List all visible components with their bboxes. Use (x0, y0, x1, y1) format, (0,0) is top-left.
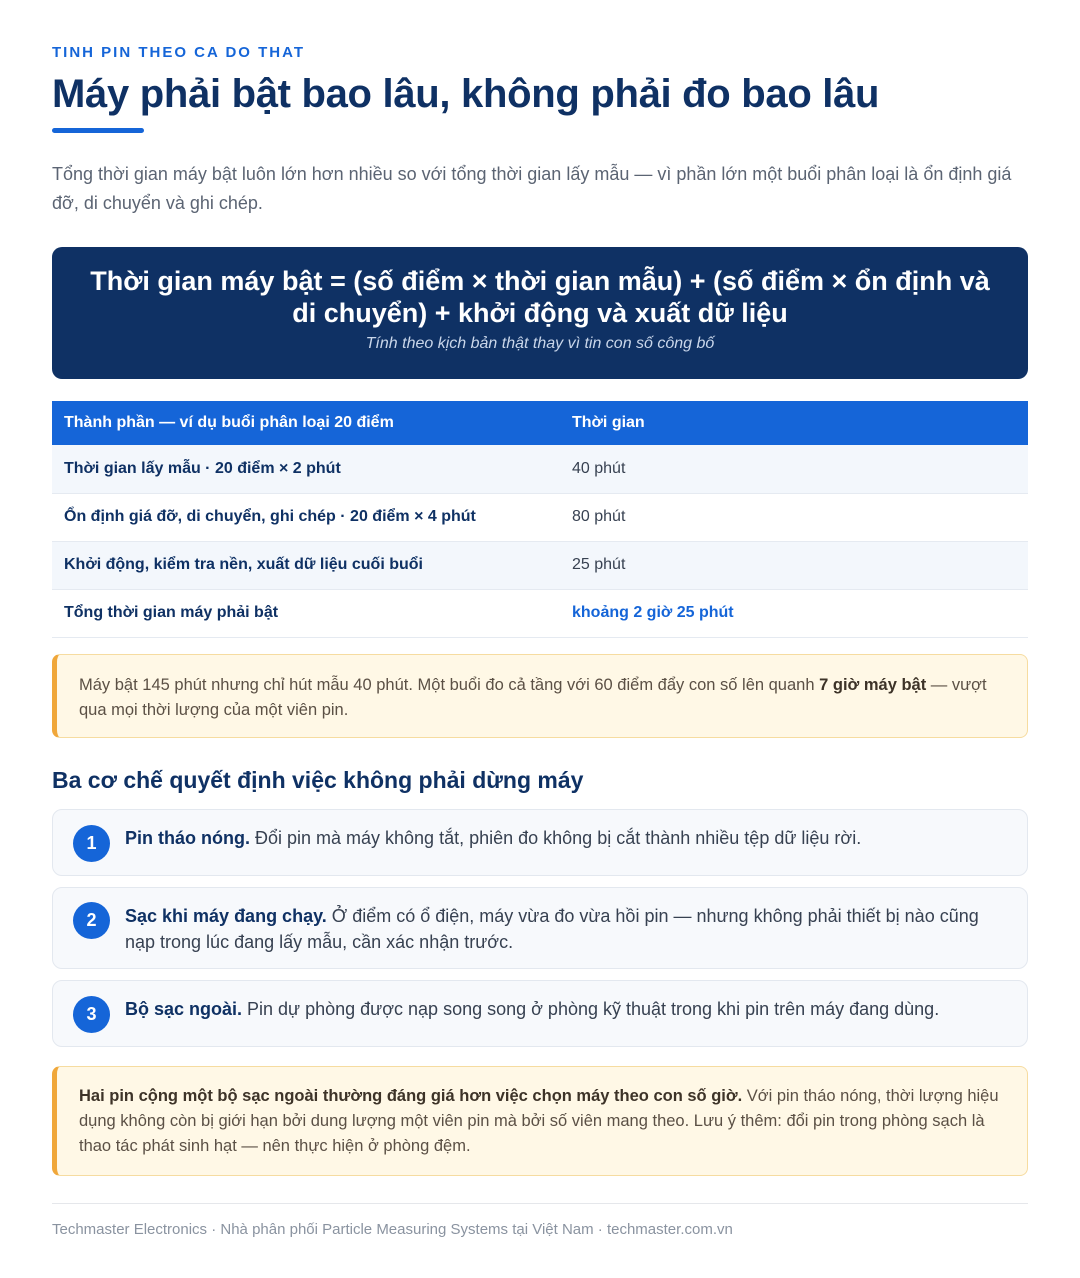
table-row-total (52, 589, 1028, 637)
footer-divider (52, 1203, 1028, 1204)
intro-paragraph: Tổng thời gian máy bật luôn lớn hơn nhiều so với tổng thời gian lấy mẫu — vì phần lớn một buổi phân loại là ổn định giá đỡ, di chuyển và ghi chép. (52, 164, 1012, 213)
step-number-badge: 2 (73, 902, 110, 939)
mechanism-card (52, 809, 1028, 876)
row-time-total: khoảng 2 giờ 25 phút (560, 589, 1028, 637)
note-bold: Hai pin cộng một bộ sạc ngoài thường đáng giá hơn việc chọn máy theo con số giờ. (79, 1087, 743, 1105)
time-breakdown-table (52, 401, 1028, 638)
step-number-badge: 3 (73, 996, 110, 1033)
step-number-badge: 1 (73, 825, 110, 862)
mechanism-lead: Bộ sạc ngoài. (125, 999, 243, 1019)
mechanism-text (125, 903, 1003, 955)
row-time: 80 phút (560, 493, 1028, 541)
formula-subtitle: Tính theo kịch bản thật thay vì tin con số công bố (365, 335, 715, 352)
section-title: Ba cơ chế quyết định việc không phải dừng máy (52, 767, 584, 793)
note-tail: — vượt qua mọi thời lượng của một viên pin. (79, 676, 987, 719)
table-row (52, 445, 1028, 493)
row-component-total: Tổng thời gian máy phải bật (52, 589, 560, 637)
mechanism-body: Pin dự phòng được nạp song song ở phòng kỹ thuật trong khi pin trên máy đang dùng. (242, 999, 940, 1019)
row-component: Khởi động, kiểm tra nền, xuất dữ liệu cuối buổi (52, 541, 560, 589)
row-time: 25 phút (560, 541, 1028, 589)
column-header-component: Thành phần — ví dụ buổi phân loại 20 điểm (52, 401, 560, 445)
recommendation-note (52, 1066, 1028, 1176)
mechanism-text (125, 996, 1003, 1022)
title-underline (52, 128, 144, 133)
mechanism-body: Ở điểm có ổ điện, máy vừa đo vừa hồi pin — nhưng không phải thiết bị nào cũng nạp trong lúc đang lấy mẫu, cần xác nhận trước. (125, 906, 979, 952)
formula-box (52, 247, 1028, 379)
mechanism-lead: Sạc khi máy đang chạy. (125, 906, 327, 926)
table-row (52, 541, 1028, 589)
mechanism-text (125, 825, 1003, 851)
eyebrow: TINH PIN THEO CA DO THAT (52, 44, 305, 61)
callout-note (52, 654, 1028, 738)
note-text: Với pin tháo nóng, thời lượng hiệu dụng không còn bị giới hạn bởi dung lượng một viên pin mà bởi số viên mang theo. Lưu ý thêm: đổi pin trong phòng sạch là thao tác phát sinh hạt — nên thực hiện ở phòng đệm. (79, 1087, 999, 1155)
mechanism-body: Đổi pin mà máy không tắt, phiên đo không bị cắt thành nhiều tệp dữ liệu rời. (249, 828, 862, 848)
page-title: Máy phải bật bao lâu, không phải đo bao lâu (52, 72, 880, 116)
row-component: Thời gian lấy mẫu · 20 điểm × 2 phút (52, 445, 560, 493)
table-header-row (52, 401, 1028, 445)
mechanism-card (52, 980, 1028, 1047)
table-row (52, 493, 1028, 541)
note-text: Máy bật 145 phút nhưng chỉ hút mẫu 40 phút. Một buổi đo cả tầng với 60 điểm đẩy con số lên quanh (79, 676, 820, 694)
footer: Techmaster Electronics · Nhà phân phối Particle Measuring Systems tại Việt Nam · techmaster.com.vn (52, 1221, 733, 1238)
column-header-time: Thời gian (560, 401, 1028, 445)
row-time: 40 phút (560, 445, 1028, 493)
mechanism-lead: Pin tháo nóng. (125, 828, 250, 848)
mechanism-card (52, 887, 1028, 969)
note-bold: 7 giờ máy bật (819, 676, 927, 694)
row-component: Ổn định giá đỡ, di chuyển, ghi chép · 20 điểm × 4 phút (52, 493, 560, 541)
formula-text: Thời gian máy bật = (số điểm × thời gian mẫu) + (số điểm × ổn định và di chuyển) + khởi động và xuất dữ liệu (90, 266, 990, 328)
